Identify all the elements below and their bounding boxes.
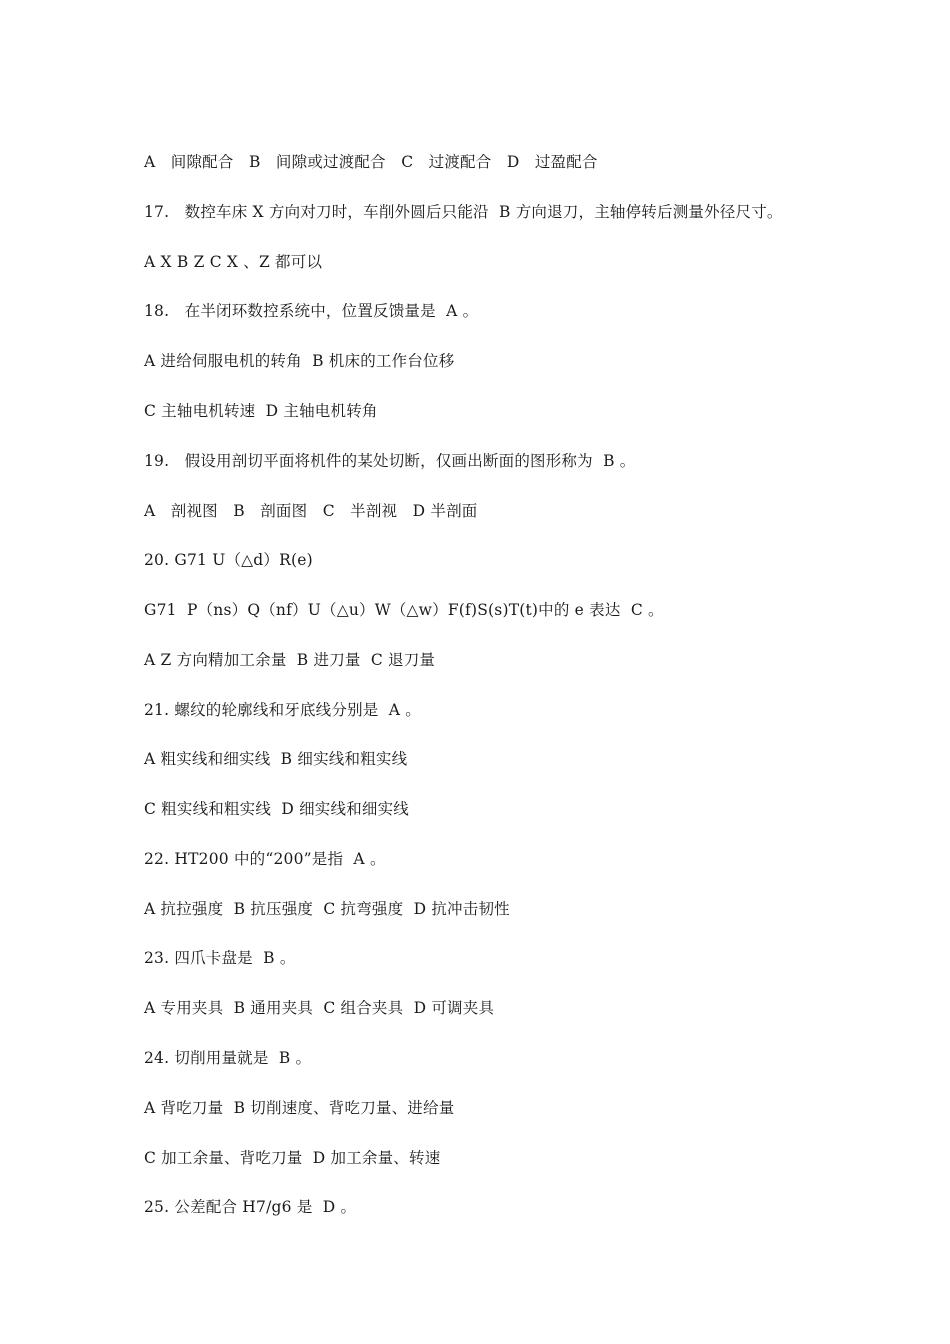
q18-options-cd: C 主轴电机转速 D 主轴电机转角 — [144, 402, 378, 420]
q17-question: 17. 数控车床 X 方向对刀时，车削外圆后只能沿 B 方向退刀，主轴停转后测量外径尺寸。 — [144, 203, 783, 221]
q23-options: A 专用夹具 B 通用夹具 C 组合夹具 D 可调夹具 — [144, 999, 495, 1017]
q19-options: A 剖视图 B 剖面图 C 半剖视 D 半剖面 — [144, 502, 478, 520]
q25-question: 25. 公差配合 H7/g6 是 D 。 — [144, 1198, 357, 1216]
q18-question: 18. 在半闭环数控系统中，位置反馈量是 A 。 — [144, 302, 479, 320]
q16-options: A 间隙配合 B 间隙或过渡配合 C 过渡配合 D 过盈配合 — [144, 153, 598, 171]
q21-question: 21. 螺纹的轮廓线和牙底线分别是 A 。 — [144, 701, 421, 719]
q20-question-line2: G71 P（ns）Q（nf）U（△u）W（△w）F(f)S(s)T(t)中的 e 表达 C 。 — [144, 601, 664, 619]
q24-options-ab: A 背吃刀量 B 切削速度、背吃刀量、进给量 — [144, 1099, 455, 1117]
q20-question-line1: 20. G71 U（△d）R(e) — [144, 551, 313, 569]
q24-question: 24. 切削用量就是 B 。 — [144, 1049, 312, 1067]
q20-options: A Z 方向精加工余量 B 进刀量 C 退刀量 — [144, 651, 436, 669]
q17-options: A X B Z C X 、Z 都可以 — [144, 253, 323, 271]
q21-options-cd: C 粗实线和粗实线 D 细实线和细实线 — [144, 800, 409, 818]
q23-question: 23. 四爪卡盘是 B 。 — [144, 949, 296, 967]
q22-options: A 抗拉强度 B 抗压强度 C 抗弯强度 D 抗冲击韧性 — [144, 900, 510, 918]
q22-question: 22. HT200 中的“200”是指 A 。 — [144, 850, 386, 868]
q24-options-cd: C 加工余量、背吃刀量 D 加工余量、转速 — [144, 1149, 441, 1167]
q19-question: 19. 假设用剖切平面将机件的某处切断，仅画出断面的图形称为 B 。 — [144, 452, 636, 470]
q21-options-ab: A 粗实线和细实线 B 细实线和粗实线 — [144, 750, 408, 768]
q18-options-ab: A 进给伺服电机的转角 B 机床的工作台位移 — [144, 352, 455, 370]
